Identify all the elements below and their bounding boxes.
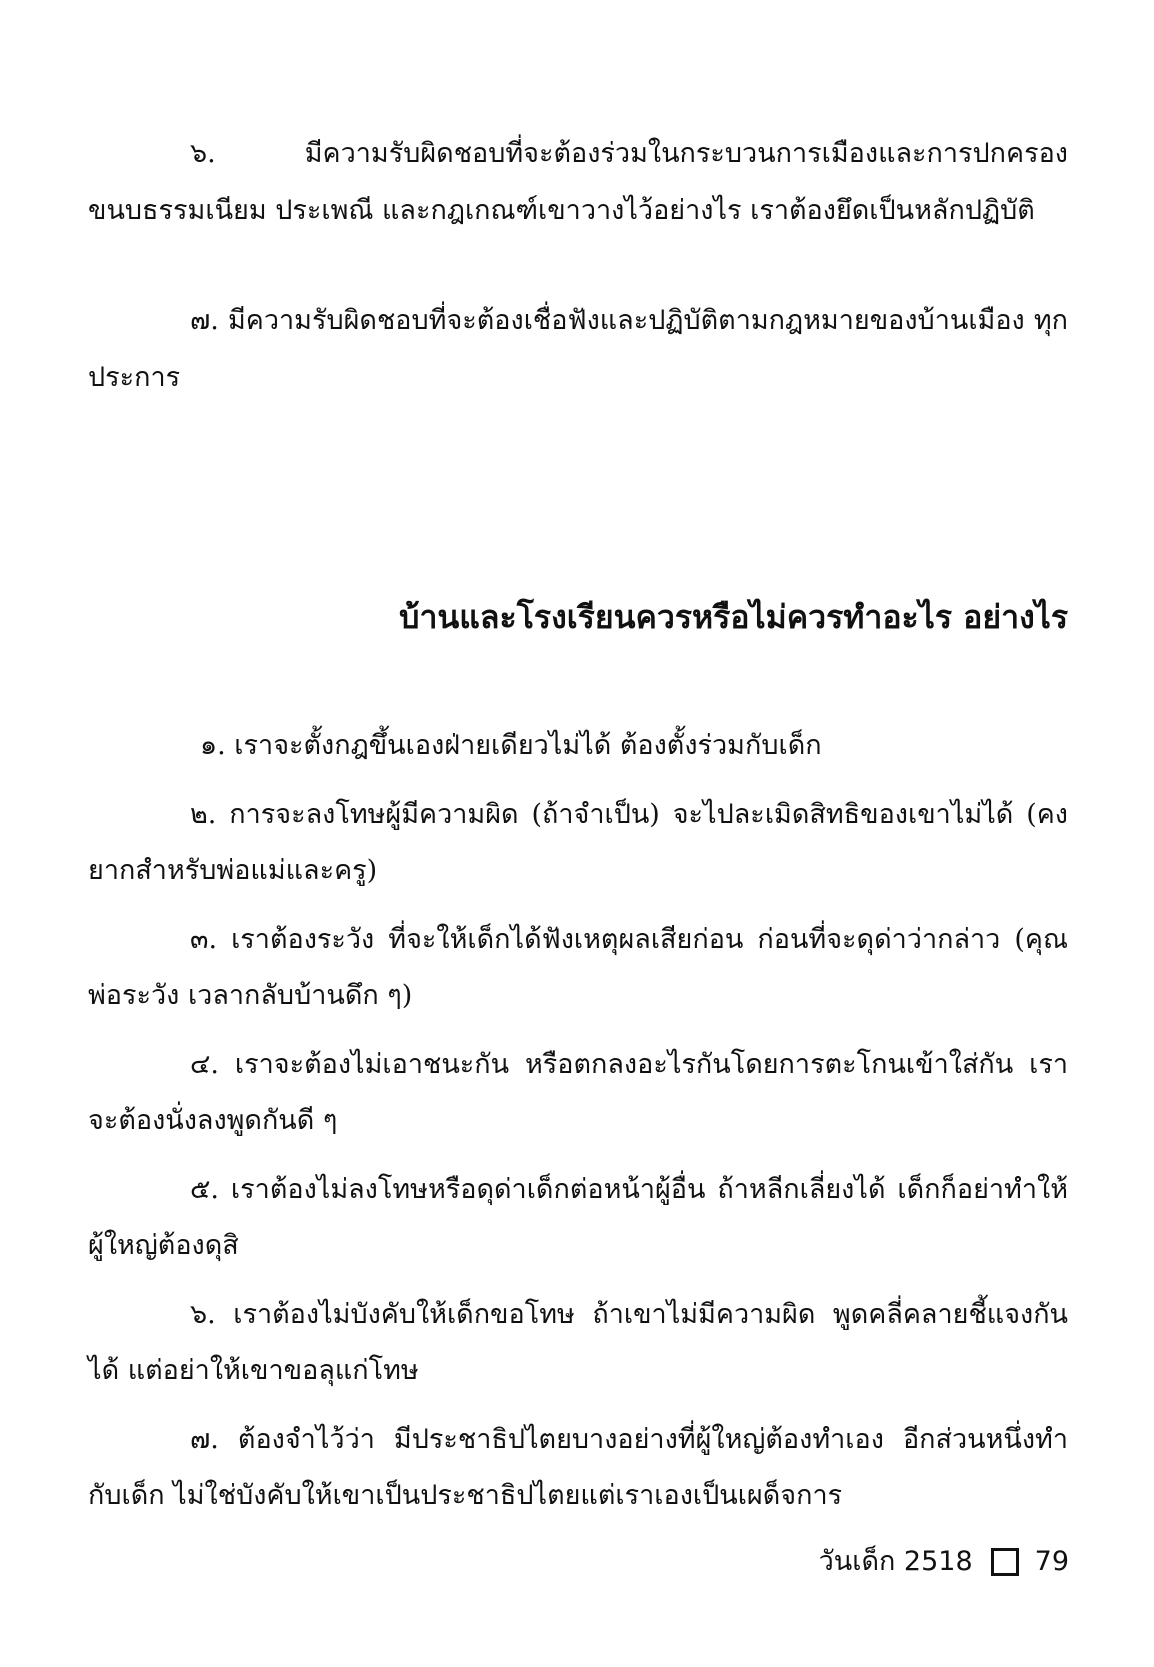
guideline-list	[88, 718, 1068, 1537]
list-item: ๖. เราต้องไม่บังคับให้เด็กขอโทษ ถ้าเขาไม่มีความผิด พูดคลี่คลายชี้แจงกันได้ แต่อย่าให้เขาขอลุแก่โทษ	[88, 1299, 1068, 1386]
paragraph-responsibility-7: ๗. มีความรับผิดชอบที่จะต้องเชื่อฟังและปฏิบัติตามกฎหมายของบ้านเมือง ทุกประการ	[88, 305, 1068, 393]
page-number: 79	[1034, 1546, 1069, 1577]
square-separator-icon	[991, 1548, 1019, 1576]
list-item: ๑. เราจะตั้งกฎขึ้นเองฝ่ายเดียวไม่ได้ ต้องตั้งร่วมกับเด็ก	[200, 730, 822, 761]
paragraph-responsibility-6: ๖. มีความรับผิดชอบที่จะต้องร่วมในกระบวนการเมืองและการปกครอง ขนบธรรมเนียม ประเพณี และกฎเกณฑ์เขาวางไว้อย่างไร เราต้องยึดเป็นหลักปฏิบัติ	[88, 138, 1068, 226]
section-heading: บ้านและโรงเรียนควรหรือไม่ควรทำอะไร อย่างไร	[399, 598, 1068, 636]
list-item: ๒. การจะลงโทษผู้มีความผิด (ถ้าจำเป็น) จะไปละเมิดสิทธิของเขาไม่ได้ (คงยากสำหรับพ่อแม่และครู)	[88, 799, 1068, 886]
publication-title: วันเด็ก 2518	[818, 1546, 973, 1577]
list-item: ๔. เราจะต้องไม่เอาชนะกัน หรือตกลงอะไรกันโดยการตะโกนเข้าใส่กัน เราจะต้องนั่งลงพูดกันดี ๆ	[88, 1049, 1068, 1136]
list-item: ๗. ต้องจำไว้ว่า มีประชาธิปไตยบางอย่างที่ผู้ใหญ่ต้องทำเอง อีกส่วนหนึ่งทำกับเด็ก ไม่ใช่บังคับให้เขาเป็นประชาธิปไตยแต่เราเองเป็นเผด็จการ	[88, 1424, 1068, 1511]
list-item: ๓. เราต้องระวัง ที่จะให้เด็กได้ฟังเหตุผลเสียก่อน ก่อนที่จะดุด่าว่ากล่าว (คุณพ่อระวัง เวลากลับบ้านดึก ๆ)	[88, 924, 1068, 1011]
page-footer	[819, 1545, 1069, 1579]
list-item: ๕. เราต้องไม่ลงโทษหรือดุด่าเด็กต่อหน้าผู้อื่น ถ้าหลีกเลี่ยงได้ เด็กก็อย่าทำให้ผู้ใหญ่ต้องดุสิ	[88, 1174, 1068, 1261]
